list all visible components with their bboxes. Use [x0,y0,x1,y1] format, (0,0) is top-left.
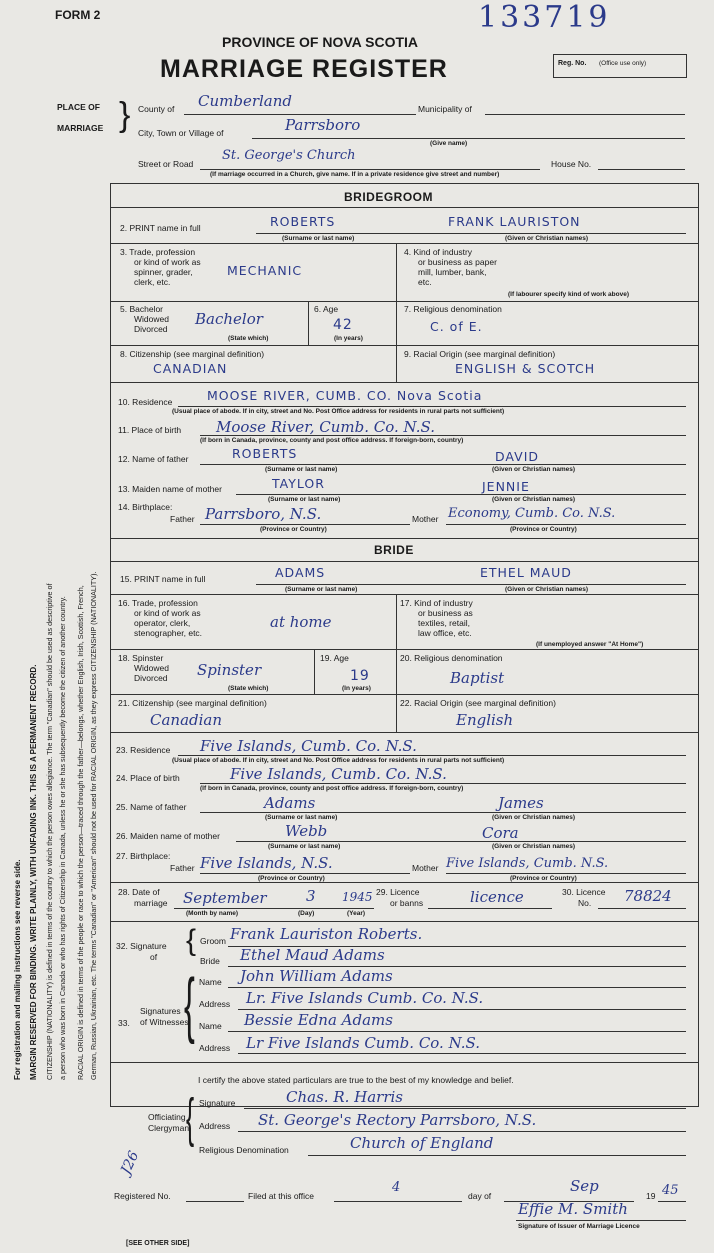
groom-father-birth: Parrsboro, N.S. [205,505,322,523]
groom-f10-label: 10. Residence [118,397,173,407]
bride-mother-surname: Webb [285,822,328,840]
bride-status: Spinster [197,661,262,679]
groom-f4-l3: mill, lumber, bank, [418,267,487,277]
groom-f13-label: 13. Maiden name of mother [118,484,222,494]
bride-f26-label: 26. Maiden name of mother [116,831,220,841]
bride-f24-label: 24. Place of birth [116,773,180,783]
bride-sig-label: Bride [200,956,220,966]
bride-father-given: James [498,794,544,812]
bride-f20-label: 20. Religious denomination [400,653,503,663]
certify-text: I certify the above stated particulars are true to the best of my knowledge and belief. [198,1075,514,1085]
bride-heading: BRIDE [374,543,414,557]
municipality-label: Municipality of [418,104,472,114]
groom-mother-given-cap: (Given or Christian names) [492,496,576,503]
groom-father-given: DAVID [495,449,540,464]
groom-birth-note: (If born in Canada, province, county and post office address. If foreign-born, country) [200,437,464,444]
clergy-sig-label: Signature [199,1098,236,1108]
street-value: St. George's Church [222,148,356,163]
bride-f25-label: 25. Name of father [116,802,187,812]
bride-f18-l2: Widowed [134,663,169,673]
place-label-1: PLACE OF [57,102,100,112]
bride-father-birth: Five Islands, N.S. [200,854,333,872]
bride-given: ETHEL MAUD [480,565,572,580]
bride-f27-label: 27. Birthplace: [116,851,171,861]
margin-citizenship-def-1: CITIZENSHIP (NATIONALITY) is defined in terms of the country to which the person owes allegiance. The term "Canadian" should be used as descriptive of [45,583,54,1080]
groom-given: FRANK LAURISTON [448,214,581,229]
day-of-label: day of [468,1191,492,1201]
county-label: County of [138,104,175,114]
bride-f16-l4: stenographer, etc. [134,628,203,638]
groom-father-word: Father [170,514,195,524]
bride-given-cap: (Given or Christian names) [505,586,589,593]
month-caption: (Month by name) [186,910,238,917]
witnesses-label-1: Signatures [140,1006,181,1016]
bride-f15-label: 15. PRINT name in full [120,574,206,584]
groom-f12-label: 12. Name of father [118,454,189,464]
marriage-day: 3 [306,887,316,905]
bride-trade: at home [270,613,332,631]
groom-f3-l1: 3. Trade, profession [120,247,196,257]
w1-address-label: Address [199,999,231,1009]
witness1-address: Lr. Five Islands Cumb. Co. N.S. [246,989,484,1007]
issuer-caption: Signature of Issuer of Marriage Licence [518,1223,640,1230]
bride-father-word: Father [170,863,195,873]
f29-label-1: 29. Licence [376,887,420,897]
margin-instructions: For registration and mailing instructions see reverse side. [13,859,22,1080]
groom-f2-label: 2. PRINT name in full [120,223,201,233]
witness1-name: John William Adams [240,967,393,985]
bride-surname-cap: (Surname or last name) [285,586,358,593]
brace: } [119,96,131,134]
bride-status-cap: (State which) [228,685,269,692]
bride-signature: Ethel Maud Adams [240,946,385,964]
groom-f6-label: 6. Age [314,304,339,314]
bride-f17-l2: or business as [418,608,473,618]
bride-f18-l3: Divorced [134,673,168,683]
groom-f3-l2: or kind of work as [134,257,201,267]
officiating-label-2: Clergyman [148,1123,190,1133]
bride-religion: Baptist [450,669,505,687]
bride-birthplace: Five Islands, Cumb. Co. N.S. [230,765,447,783]
city-value: Parrsboro [285,116,361,134]
groom-mother-birth: Economy, Cumb. Co. N.S. [448,506,616,521]
margin-mark: J26 [118,1148,143,1177]
groom-f4-l2: or business as paper [418,257,497,267]
reg-no-note: (Office use only) [599,60,647,67]
bride-residence: Five Islands, Cumb. Co. N.S. [200,737,417,755]
bride-f16-l1: 16. Trade, profession [118,598,198,608]
groom-residence: MOOSE RIVER, CUMB. CO. Nova Scotia [207,388,483,403]
groom-status: Bachelor [195,310,263,328]
brace-clergy: { [186,1088,195,1148]
groom-f7-label: 7. Religious denomination [404,304,502,314]
groom-mother-surname: TAYLOR [272,476,325,491]
bride-f21-label: 21. Citizenship (see marginal definition) [118,698,267,708]
filed-month: Sep [570,1177,599,1195]
witness2-address: Lr Five Islands Cumb. Co. N.S. [246,1034,481,1052]
street-note: (If marriage occurred in a Church, give name. If in a private residence give street and number) [210,171,500,178]
bride-father-given-cap: (Given or Christian names) [492,814,576,821]
house-label: House No. [551,159,592,169]
place-label-2: MARRIAGE [57,123,104,133]
clergy-address-label: Address [199,1121,231,1131]
bride-f17-note: (If unemployed answer "At Home") [536,641,644,648]
day-caption: (Day) [298,910,315,917]
groom-given-caption: (Given or Christian names) [505,235,589,242]
bride-f22-label: 22. Racial Origin (see marginal definition) [400,698,556,708]
groom-f8-label: 8. Citizenship (see marginal definition) [120,349,265,359]
year-prefix: 19 [646,1191,656,1201]
bride-f16-l2: or kind of work as [134,608,201,618]
f33-number: 33. [118,1018,130,1028]
groom-f5-l2: Widowed [134,314,169,324]
issuer-signature: Effie M. Smith [518,1200,628,1218]
filed-day: 4 [392,1180,401,1195]
groom-birthplace: Moose River, Cumb. Co. N.S. [216,418,435,436]
bride-f17-l3: textiles, retail, [418,618,470,628]
bride-f19-label: 19. Age [320,653,349,663]
bride-f18-l1: 18. Spinster [118,653,164,663]
bride-birth-note: (If born in Canada, province, county and post office address. If foreign-born, country) [200,785,464,792]
form-title: MARRIAGE REGISTER [160,55,448,83]
f28-label-2: marriage [134,898,168,908]
margin-racial-def-1: RACIAL ORIGIN is defined in terms of the people or race to which the person—traced through the father—belongs, whether English, Irish, Scottish, French, [76,585,85,1080]
groom-origin: ENGLISH & SCOTCH [455,361,596,376]
clergy-address: St. George's Rectory Parrsboro, N.S. [258,1111,537,1129]
margin-binding-note: MARGIN RESERVED FOR BINDING. WRITE PLAINLY, WITH UNFADING INK. THIS IS A PERMANENT RECORD. [29,664,38,1080]
groom-mother-word: Mother [412,514,439,524]
w2-name-label: Name [199,1021,222,1031]
bride-age: 19 [350,668,370,684]
groom-f11-label: 11. Place of birth [118,425,182,435]
bride-father-surname: Adams [264,794,316,812]
licence-type: licence [470,888,524,906]
denomination-label: Religious Denomination [199,1145,289,1155]
groom-surname-caption: (Surname or last name) [282,235,355,242]
officiating-label-1: Officiating [148,1112,186,1122]
groom-f3-l4: clerk, etc. [134,277,171,287]
witness2-name: Bessie Edna Adams [244,1011,393,1029]
bride-father-surname-cap: (Surname or last name) [265,814,338,821]
brace-sig: { [186,924,197,957]
licence-number: 78824 [624,887,672,905]
groom-f4-l1: 4. Kind of industry [404,247,473,257]
serial-number: 133719 [478,0,611,35]
bride-mother-word: Mother [412,863,439,873]
groom-father-surname-cap: (Surname or last name) [265,466,338,473]
bride-father-prov-cap: (Province or Country) [258,875,325,882]
bride-mother-given: Cora [482,824,519,842]
city-label: City, Town or Village of [138,128,224,138]
groom-sig-label: Groom [200,936,226,946]
bride-f23-label: 23. Residence [116,745,171,755]
groom-citizenship: CANADIAN [153,361,228,376]
groom-signature: Frank Lauriston Roberts. [230,925,423,943]
groom-father-surname: ROBERTS [232,446,298,461]
bride-age-cap: (In years) [342,685,371,692]
f30-label-1: 30. Licence [562,887,606,897]
groom-f14-label: 14. Birthplace: [118,502,173,512]
see-other-side: [SEE OTHER SIDE] [126,1240,190,1247]
province-heading: PROVINCE OF NOVA SCOTIA [222,34,419,50]
groom-surname: ROBERTS [270,214,336,229]
f30-label-2: No. [578,898,592,908]
reg-no-label: Reg. No. [558,60,587,67]
w2-address-label: Address [199,1043,231,1053]
groom-res-note: (Usual place of abode. If in city, street and No. Post Office address for residents in rural parts not sufficient) [172,408,505,415]
bride-mother-given-cap: (Given or Christian names) [492,843,576,850]
groom-mother-prov-cap: (Province or Country) [510,526,577,533]
groom-mother-given: JENNIE [482,479,530,494]
bride-surname: ADAMS [275,565,326,580]
groom-f4-l4: etc. [418,277,432,287]
bride-f16-l3: operator, clerk, [134,618,191,628]
registered-label: Registered No. [114,1191,171,1201]
groom-mother-surname-cap: (Surname or last name) [268,496,341,503]
groom-f4-note: (If labourer specify kind of work above) [508,291,629,298]
margin-citizenship-def-2: a person who was born in Canada or who has rights of Citizenship in Canada, unless he or she has subsequently become the citizen of another country. [58,596,67,1080]
groom-age-caption: (In years) [334,335,363,342]
groom-f5-l1: 5. Bachelor [120,304,163,314]
groom-f9-label: 9. Racial Origin (see marginal definition) [404,349,556,359]
street-label: Street or Road [138,159,194,169]
f32-label-1: 32. Signature [116,941,167,951]
bride-mother-prov-cap: (Province or Country) [510,875,577,882]
groom-religion: C. of E. [430,319,483,334]
f32-label-2: of [150,952,158,962]
bride-f17-l1: 17. Kind of industry [400,598,473,608]
marriage-year: 1945 [342,890,373,904]
marriage-month: September [183,889,267,907]
clergy-signature: Chas. R. Harris [286,1088,404,1106]
groom-trade: MECHANIC [227,263,303,278]
groom-age: 42 [333,317,353,333]
give-name-caption: (Give name) [430,140,468,147]
bride-res-note: (Usual place of abode. If in city, street and No. Post Office address for residents in rural parts not sufficient) [172,757,505,764]
brace-witness: { [184,965,195,1045]
groom-father-given-cap: (Given or Christian names) [492,466,576,473]
form-number: FORM 2 [55,8,101,22]
groom-status-caption: (State which) [228,335,269,342]
filed-label: Filed at this office [248,1191,314,1201]
groom-father-prov-cap: (Province or Country) [260,526,327,533]
witnesses-label-2: of Witnesses [140,1017,189,1027]
filed-year: 45 [662,1183,679,1198]
year-caption: (Year) [347,910,366,917]
bride-origin: English [456,711,514,729]
bridegroom-heading: BRIDEGROOM [344,190,433,204]
groom-f3-l3: spinner, grader, [134,267,193,277]
w1-name-label: Name [199,977,222,987]
groom-f5-l3: Divorced [134,324,168,334]
f28-label-1: 28. Date of [118,887,160,897]
margin-racial-def-2: German, Russian, Ukrainian, etc. The terms "Canadian" or "American" should not be used for RACIAL ORIGIN, as they express CITIZENSHIP (NATIONALITY). [89,571,98,1080]
f29-label-2: or banns [390,898,424,908]
bride-citizenship: Canadian [150,711,223,729]
bride-mother-surname-cap: (Surname or last name) [268,843,341,850]
county-value: Cumberland [198,92,293,110]
clergy-denomination: Church of England [350,1134,494,1152]
bride-f17-l4: law office, etc. [418,628,472,638]
bride-mother-birth: Five Islands, Cumb. N.S. [446,856,609,871]
